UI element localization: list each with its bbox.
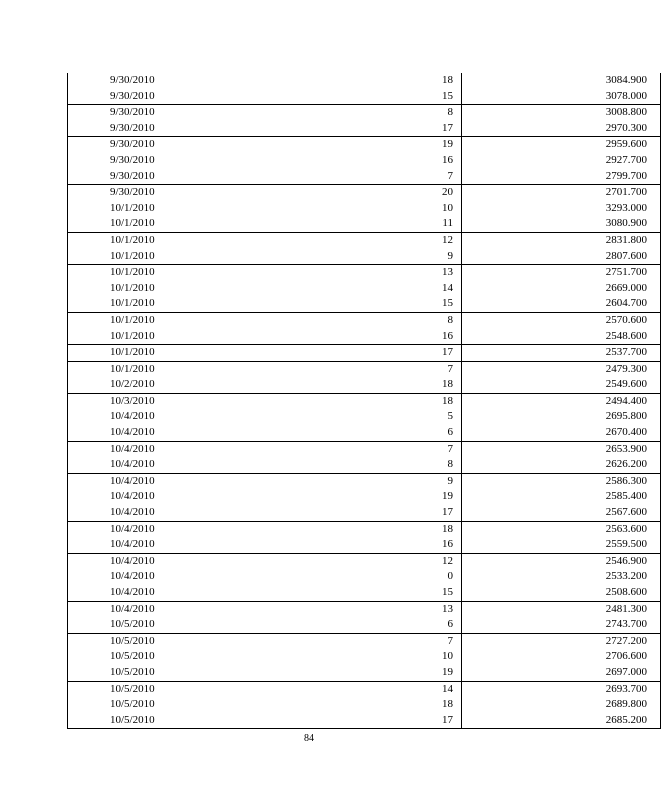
date-cell: 10/4/2010: [68, 569, 263, 585]
table-row: [68, 569, 661, 585]
value-cell: 2604.700: [462, 296, 661, 312]
value-cell: 2567.600: [462, 505, 661, 521]
table-row: [68, 425, 661, 441]
number-cell: 6: [263, 617, 462, 633]
number-cell: 20: [263, 185, 462, 201]
number-cell: 18: [263, 697, 462, 713]
table-row: [68, 409, 661, 425]
number-cell: 12: [263, 232, 462, 248]
number-cell: 10: [263, 649, 462, 665]
number-cell: 17: [263, 713, 462, 729]
table-row: [68, 329, 661, 345]
table-row: [68, 89, 661, 105]
value-cell: 2546.900: [462, 553, 661, 569]
table-row: [68, 681, 661, 697]
number-cell: 14: [263, 281, 462, 297]
table-row: [68, 361, 661, 377]
table-row: [68, 232, 661, 248]
number-cell: 13: [263, 265, 462, 281]
number-cell: 14: [263, 681, 462, 697]
data-table: [67, 73, 661, 729]
date-cell: 9/30/2010: [68, 137, 263, 153]
number-cell: 7: [263, 361, 462, 377]
table-row: [68, 216, 661, 232]
number-cell: 8: [263, 457, 462, 473]
value-cell: 2701.700: [462, 185, 661, 201]
number-cell: 6: [263, 425, 462, 441]
value-cell: 2508.600: [462, 585, 661, 601]
date-cell: 10/1/2010: [68, 312, 263, 328]
table-row: [68, 169, 661, 185]
date-cell: 10/5/2010: [68, 713, 263, 729]
date-cell: 10/4/2010: [68, 489, 263, 505]
date-cell: 9/30/2010: [68, 73, 263, 89]
value-cell: 2706.600: [462, 649, 661, 665]
table-row: [68, 617, 661, 633]
number-cell: 13: [263, 601, 462, 617]
value-cell: 2670.400: [462, 425, 661, 441]
table-row: [68, 345, 661, 362]
value-cell: 2695.800: [462, 409, 661, 425]
value-cell: 2689.800: [462, 697, 661, 713]
table-row: [68, 153, 661, 169]
date-cell: 10/5/2010: [68, 681, 263, 697]
date-cell: 9/30/2010: [68, 153, 263, 169]
table-row: [68, 201, 661, 217]
date-cell: 9/30/2010: [68, 169, 263, 185]
value-cell: 2831.800: [462, 232, 661, 248]
value-cell: 2494.400: [462, 393, 661, 409]
table-row: [68, 312, 661, 328]
value-cell: 2959.600: [462, 137, 661, 153]
date-cell: 9/30/2010: [68, 89, 263, 105]
table-row: [68, 649, 661, 665]
value-cell: 2559.500: [462, 537, 661, 553]
value-cell: 2697.000: [462, 665, 661, 681]
date-cell: 10/1/2010: [68, 201, 263, 217]
table-row: [68, 441, 661, 457]
table-row: [68, 393, 661, 409]
value-cell: 2693.700: [462, 681, 661, 697]
value-cell: 2481.300: [462, 601, 661, 617]
number-cell: 0: [263, 569, 462, 585]
table-row: [68, 457, 661, 473]
date-cell: 10/2/2010: [68, 377, 263, 393]
value-cell: 2751.700: [462, 265, 661, 281]
value-cell: 3080.900: [462, 216, 661, 232]
table-row: [68, 697, 661, 713]
table-row: [68, 105, 661, 121]
table-row: [68, 121, 661, 137]
value-cell: 2563.600: [462, 521, 661, 537]
table-row: [68, 537, 661, 553]
number-cell: 17: [263, 121, 462, 137]
value-cell: 2727.200: [462, 633, 661, 649]
value-cell: 2927.700: [462, 153, 661, 169]
date-cell: 10/4/2010: [68, 553, 263, 569]
date-cell: 10/1/2010: [68, 345, 263, 362]
table-row: [68, 377, 661, 393]
date-cell: 10/1/2010: [68, 265, 263, 281]
table-row: [68, 473, 661, 489]
value-cell: 2479.300: [462, 361, 661, 377]
date-cell: 10/4/2010: [68, 409, 263, 425]
date-cell: 10/4/2010: [68, 457, 263, 473]
value-cell: 3084.900: [462, 73, 661, 89]
table-row: [68, 633, 661, 649]
date-cell: 10/5/2010: [68, 649, 263, 665]
table-row: [68, 505, 661, 521]
number-cell: 19: [263, 489, 462, 505]
table-row: [68, 553, 661, 569]
number-cell: 15: [263, 585, 462, 601]
number-cell: 8: [263, 312, 462, 328]
value-cell: 2548.600: [462, 329, 661, 345]
value-cell: 2807.600: [462, 249, 661, 265]
number-cell: 9: [263, 473, 462, 489]
date-cell: 10/5/2010: [68, 665, 263, 681]
date-cell: 9/30/2010: [68, 121, 263, 137]
number-cell: 15: [263, 89, 462, 105]
number-cell: 7: [263, 633, 462, 649]
number-cell: 16: [263, 329, 462, 345]
table-row: [68, 265, 661, 281]
number-cell: 19: [263, 665, 462, 681]
table-row: [68, 665, 661, 681]
date-cell: 10/1/2010: [68, 216, 263, 232]
value-cell: 2669.000: [462, 281, 661, 297]
value-cell: 2570.600: [462, 312, 661, 328]
table-row: [68, 713, 661, 729]
date-cell: 10/1/2010: [68, 281, 263, 297]
value-cell: 2585.400: [462, 489, 661, 505]
value-cell: 2799.700: [462, 169, 661, 185]
table-row: [68, 185, 661, 201]
value-cell: 2970.300: [462, 121, 661, 137]
value-cell: 2626.200: [462, 457, 661, 473]
date-cell: 10/1/2010: [68, 329, 263, 345]
date-cell: 10/4/2010: [68, 601, 263, 617]
number-cell: 16: [263, 153, 462, 169]
table-row: [68, 585, 661, 601]
date-cell: 10/4/2010: [68, 585, 263, 601]
table-row: [68, 296, 661, 312]
table-row: [68, 489, 661, 505]
number-cell: 18: [263, 73, 462, 89]
date-cell: 10/4/2010: [68, 425, 263, 441]
table-row: [68, 521, 661, 537]
value-cell: 3078.000: [462, 89, 661, 105]
number-cell: 18: [263, 393, 462, 409]
number-cell: 11: [263, 216, 462, 232]
date-cell: 10/5/2010: [68, 697, 263, 713]
value-cell: 2533.200: [462, 569, 661, 585]
value-cell: 3008.800: [462, 105, 661, 121]
value-cell: 2549.600: [462, 377, 661, 393]
table-row: [68, 249, 661, 265]
value-cell: 2685.200: [462, 713, 661, 729]
data-table-body: [68, 73, 661, 729]
table-row: [68, 73, 661, 89]
number-cell: 17: [263, 345, 462, 362]
number-cell: 7: [263, 441, 462, 457]
date-cell: 10/4/2010: [68, 505, 263, 521]
date-cell: 10/3/2010: [68, 393, 263, 409]
date-cell: 10/1/2010: [68, 296, 263, 312]
number-cell: 7: [263, 169, 462, 185]
number-cell: 15: [263, 296, 462, 312]
date-cell: 10/4/2010: [68, 537, 263, 553]
value-cell: 2743.700: [462, 617, 661, 633]
number-cell: 17: [263, 505, 462, 521]
date-cell: 10/1/2010: [68, 232, 263, 248]
page-number: 84: [304, 733, 314, 744]
date-cell: 9/30/2010: [68, 185, 263, 201]
number-cell: 18: [263, 377, 462, 393]
number-cell: 10: [263, 201, 462, 217]
number-cell: 9: [263, 249, 462, 265]
value-cell: 3293.000: [462, 201, 661, 217]
table-row: [68, 601, 661, 617]
date-cell: 10/5/2010: [68, 633, 263, 649]
number-cell: 12: [263, 553, 462, 569]
date-cell: 10/4/2010: [68, 441, 263, 457]
table-row: [68, 137, 661, 153]
date-cell: 10/4/2010: [68, 473, 263, 489]
value-cell: 2537.700: [462, 345, 661, 362]
number-cell: 19: [263, 137, 462, 153]
date-cell: 9/30/2010: [68, 105, 263, 121]
number-cell: 16: [263, 537, 462, 553]
date-cell: 10/4/2010: [68, 521, 263, 537]
value-cell: 2653.900: [462, 441, 661, 457]
number-cell: 8: [263, 105, 462, 121]
table-row: [68, 281, 661, 297]
date-cell: 10/5/2010: [68, 617, 263, 633]
number-cell: 5: [263, 409, 462, 425]
number-cell: 18: [263, 521, 462, 537]
date-cell: 10/1/2010: [68, 249, 263, 265]
value-cell: 2586.300: [462, 473, 661, 489]
date-cell: 10/1/2010: [68, 361, 263, 377]
